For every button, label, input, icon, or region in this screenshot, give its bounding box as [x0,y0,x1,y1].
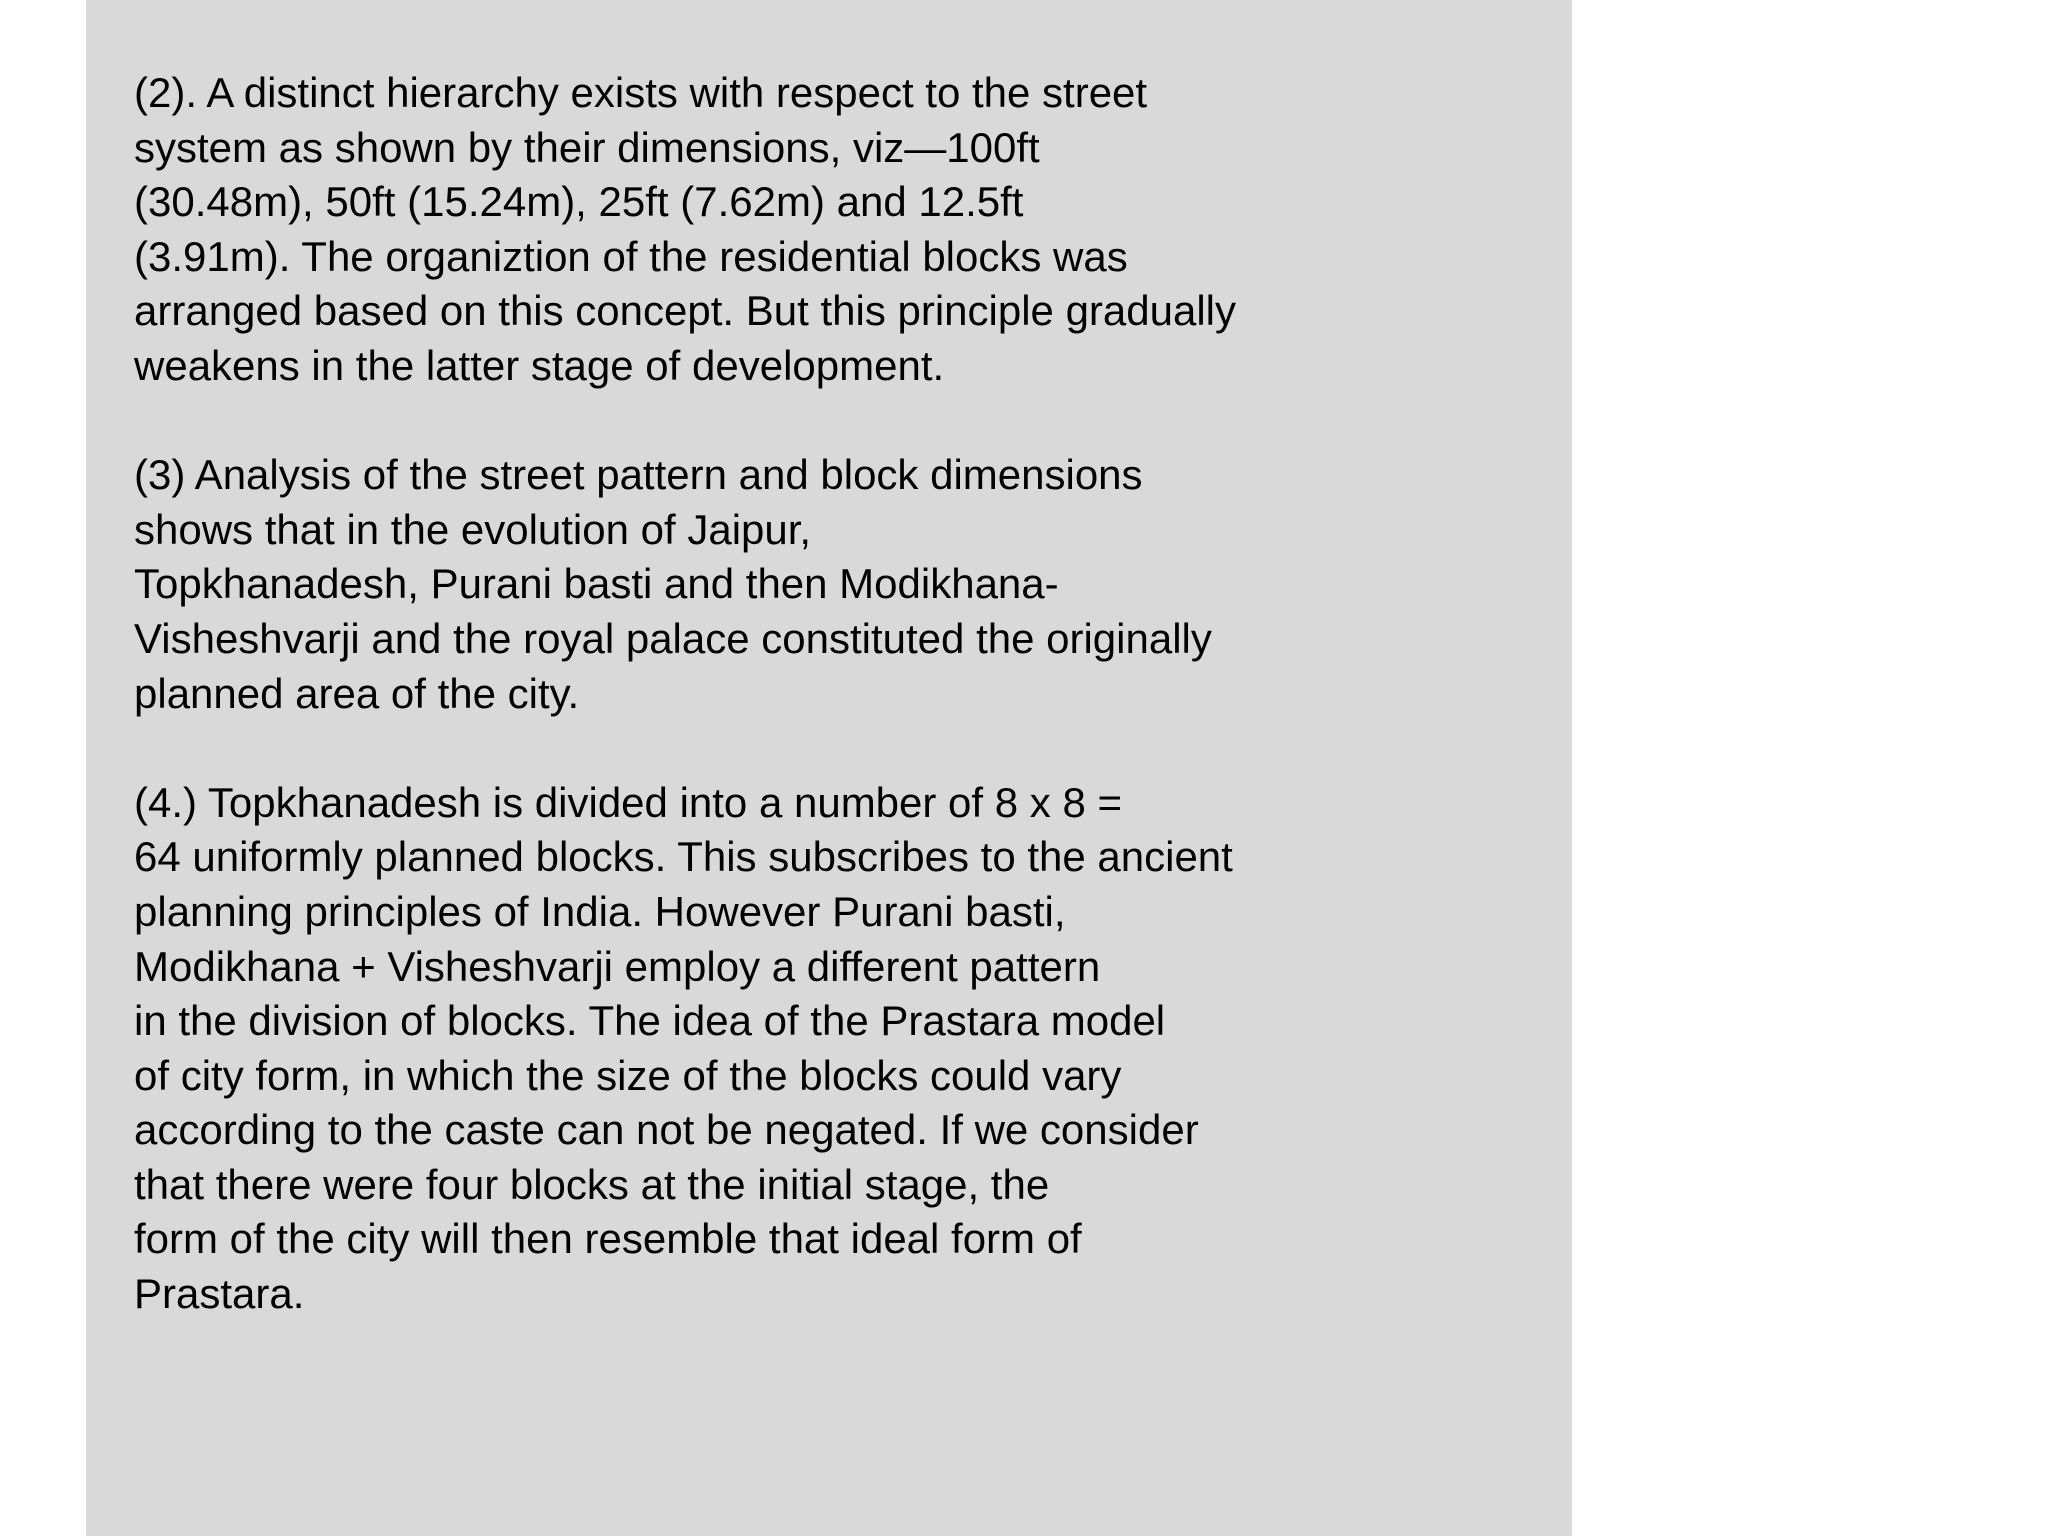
text-line: shows that in the evolution of Jaipur, [134,505,812,553]
text-line: weakens in the latter stage of development. [134,341,945,389]
text-line: in the division of blocks. The idea of the Prastara model [134,997,1166,1045]
text-line: (2). A distinct hierarchy exists with respect to the street [134,69,1148,116]
text-line: planned area of the city. [134,669,580,717]
text-body [134,66,1434,1376]
text-line: Modikhana + Visheshvarji employ a different pattern [134,942,1101,990]
text-line: Visheshvarji and the royal palace constituted the originally [134,614,1212,662]
paragraph-2-street-hierarchy [134,66,1434,394]
text-line: according to the caste can not be negated. If we consider [134,1106,1199,1154]
slide-panel [86,0,1572,1536]
text-line: (4.) Topkhanadesh is divided into a number of 8 x 8 = [134,778,1123,826]
text-line: Topkhanadesh, Purani basti and then Modikhana- [134,560,1059,608]
text-line: 64 uniformly planned blocks. This subscribes to the ancient [134,833,1233,881]
text-line: system as shown by their dimensions, viz—100ft [134,123,1040,171]
text-line: (30.48m), 50ft (15.24m), 25ft (7.62m) and 12.5ft [134,178,1024,226]
text-line: Prastara. [134,1270,305,1318]
text-line: (3) Analysis of the street pattern and block dimensions [134,451,1143,499]
text-line: that there were four blocks at the initial stage, the [134,1160,1050,1208]
text-line: planning principles of India. However Purani basti, [134,887,1066,935]
paragraph-4-topkhanadesh-blocks [134,776,1434,1322]
text-line: form of the city will then resemble that ideal form of [134,1215,1082,1263]
paragraph-3-street-pattern-analysis [134,448,1434,721]
text-line: of city form, in which the size of the blocks could vary [134,1051,1122,1099]
text-line: (3.91m). The organiztion of the residential blocks was [134,232,1128,280]
text-line: arranged based on this concept. But this principle gradually [134,287,1237,335]
